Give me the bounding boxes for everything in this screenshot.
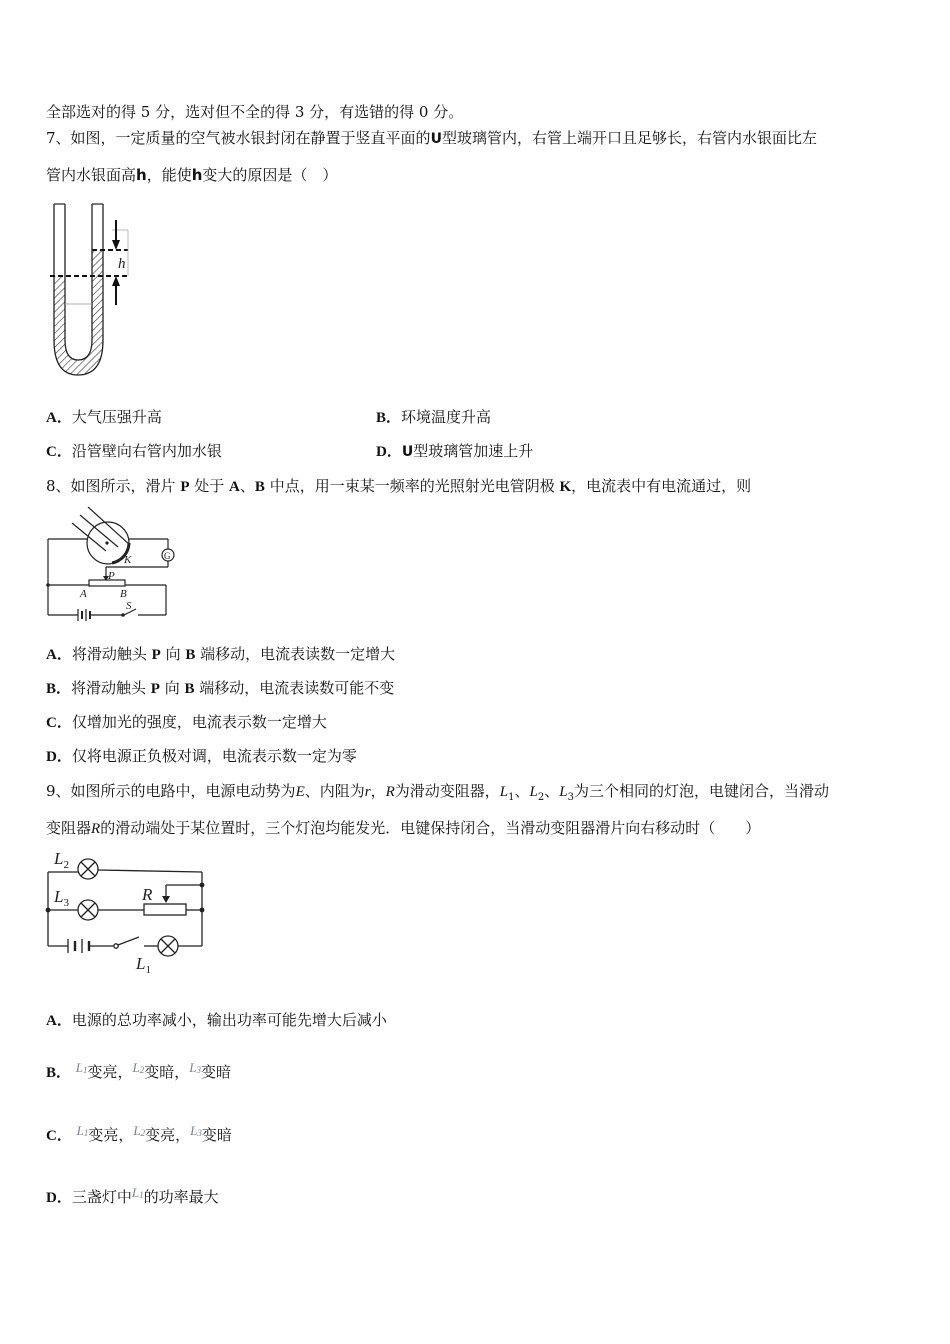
q8-stem	[46, 476, 751, 497]
symbol-L: L	[529, 784, 538, 800]
symbol-R: R	[385, 784, 395, 800]
option-letter: B．	[46, 681, 72, 697]
option-text: 变暗	[201, 1126, 232, 1144]
option-text: 变亮，	[88, 1126, 134, 1144]
q9-text: 的滑动端处于某位置时，三个灯泡均能发光．电键保持闭合，当滑动变阻器滑片向右移动时（ ）	[100, 819, 761, 837]
q7-h-symbol: h	[191, 166, 203, 184]
q7-number: 7、	[46, 129, 71, 147]
svg-text:S: S	[126, 600, 132, 612]
svg-text:L1: $L_1$	[136, 954, 151, 976]
q8-option-c[interactable]	[46, 712, 327, 733]
svg-text:B: B	[120, 588, 127, 600]
option-text: 向	[160, 645, 186, 663]
option-text: 变亮，	[145, 1126, 191, 1144]
q9-text: 如图所示的电路中，电源电动势为	[70, 782, 296, 800]
symbol-R: R	[91, 821, 101, 837]
q7-text: 型玻璃管内，右管上端开口且足够长，右管内水银面比左	[441, 129, 817, 147]
svg-text:G: G	[164, 551, 171, 561]
symbol-L1: $L_1$	[76, 1123, 89, 1138]
symbol-L3: $L_3$	[189, 1060, 202, 1075]
q9-option-a[interactable]	[46, 1010, 387, 1031]
svg-text:L2: $L_2$	[54, 849, 69, 871]
symbol-p: P	[151, 647, 161, 663]
q7-h-symbol: h	[136, 166, 147, 184]
option-text: 仅增加光的强度，电流表示数一定增大	[71, 713, 327, 731]
option-letter: C．	[46, 1128, 72, 1144]
q9-text: 为三个相同的灯泡，电键闭合，当滑动	[573, 782, 829, 800]
symbol-L1: $L_1$	[131, 1185, 144, 1200]
option-letter: D．	[46, 1190, 72, 1206]
q7-stem-line1	[46, 128, 817, 149]
q9-text: 为滑动变阻器，	[394, 782, 500, 800]
h-label: h	[118, 256, 126, 272]
q8-number: 8、	[46, 477, 71, 495]
option-text: 将滑动触头	[71, 679, 151, 697]
q9-option-b[interactable]	[46, 1058, 231, 1083]
q7-text: 如图，一定质量的空气被水银封闭在静置于竖直平面的	[70, 129, 431, 147]
symbol-b: B	[185, 647, 196, 663]
option-letter: A．	[46, 647, 72, 663]
symbol-p: P	[180, 479, 190, 495]
option-text: 变亮，	[87, 1063, 133, 1081]
subscript: 3	[567, 792, 574, 803]
lamp-circuit-diagram	[44, 846, 214, 976]
option-text: 型玻璃管加速上升	[413, 442, 534, 460]
q8-text: 处于	[189, 477, 230, 495]
option-letter: C．	[46, 715, 72, 731]
q9-text: 、	[514, 782, 530, 800]
symbol-p: P	[150, 681, 160, 697]
q8-option-d[interactable]	[46, 746, 357, 767]
q8-text: 中点，用一束某一频率的光照射光电管阴极	[264, 477, 560, 495]
svg-text:P: P	[108, 570, 115, 582]
q9-stem-line1	[46, 781, 829, 808]
u-tube-diagram	[46, 200, 146, 380]
option-letter: D．	[376, 444, 402, 460]
option-text: 的功率最大	[143, 1188, 219, 1206]
q7-option-d[interactable]	[376, 441, 533, 462]
svg-text:L3: $L_3$	[54, 887, 69, 909]
q7-option-a[interactable]	[46, 407, 162, 428]
symbol-k: K	[559, 479, 572, 495]
q9-number: 9、	[46, 782, 71, 800]
option-text: 仅将电源正负极对调，电流表示数一定为零	[71, 747, 357, 765]
q9-text: 变阻器	[46, 819, 92, 837]
q8-option-a[interactable]	[46, 644, 395, 665]
subscript: 2	[537, 792, 545, 803]
svg-text:A: A	[80, 588, 87, 600]
svg-text:K: K	[124, 554, 132, 566]
symbol-r: r	[364, 784, 371, 800]
svg-text:R: R	[142, 885, 153, 904]
option-text: 沿管壁向右管内加水银	[71, 442, 222, 460]
option-text: 端移动，电流表读数可能不变	[194, 679, 395, 697]
option-text: 端移动，电流表读数一定增大	[195, 645, 396, 663]
option-letter: D．	[46, 749, 72, 765]
subscript: 1	[508, 792, 515, 803]
option-text: 将滑动触头	[71, 645, 152, 663]
q7-text: 管内水银面高	[46, 166, 137, 184]
option-letter: B．	[376, 410, 402, 426]
q9-text: 、内阻为	[304, 782, 365, 800]
symbol-L1: $L_1$	[75, 1060, 88, 1075]
symbol-L: L	[559, 784, 568, 800]
option-text: 环境温度升高	[401, 408, 492, 426]
q7-option-c[interactable]	[46, 441, 222, 462]
q9-option-d[interactable]	[46, 1183, 219, 1208]
scoring-instructions: 全部选对的得 5 分，选对但不全的得 3 分，有选错的得 0 分。	[46, 103, 464, 121]
option-text: 向	[159, 679, 185, 697]
q7-text: ，能使	[146, 166, 192, 184]
q8-text: ，电流表中有电流通过，则	[571, 477, 752, 495]
q8-option-b[interactable]	[46, 678, 394, 699]
q7-option-b[interactable]	[376, 407, 491, 428]
option-letter: A．	[46, 410, 72, 426]
option-text: 变暗，	[144, 1063, 190, 1081]
option-text: 变暗	[201, 1063, 232, 1081]
q7-u-symbol: U	[430, 131, 442, 147]
q9-stem-line2	[46, 818, 760, 839]
symbol-L3: $L_3$	[190, 1123, 202, 1138]
option-text: 电源的总功率减小，输出功率可能先增大后减小	[71, 1011, 387, 1029]
symbol-e: E	[295, 784, 305, 800]
symbol-L2: $L_2$	[133, 1123, 146, 1138]
symbol-b: B	[254, 479, 265, 495]
option-letter: B．	[46, 1065, 72, 1081]
option-letter: A．	[46, 1013, 72, 1029]
q7-text: 变大的原因是（ ）	[202, 166, 338, 184]
symbol-L: L	[499, 784, 509, 800]
option-letter: C．	[46, 444, 72, 460]
symbol-L2: $L_2$	[132, 1060, 145, 1075]
q9-option-c[interactable]	[46, 1121, 232, 1146]
q7-stem-line2	[46, 165, 337, 185]
option-text: 三盏灯中	[71, 1188, 132, 1206]
photoelectric-circuit-diagram	[44, 505, 184, 625]
u-symbol: U	[401, 444, 414, 460]
q8-text: 如图所示，滑片	[70, 477, 181, 495]
option-text: 大气压强升高	[71, 408, 162, 426]
symbol-b: B	[184, 681, 195, 697]
symbol-a: A	[229, 479, 240, 495]
q8-text: 、	[239, 477, 255, 495]
q9-text: 、	[544, 782, 560, 800]
q9-text: ，	[370, 782, 386, 800]
